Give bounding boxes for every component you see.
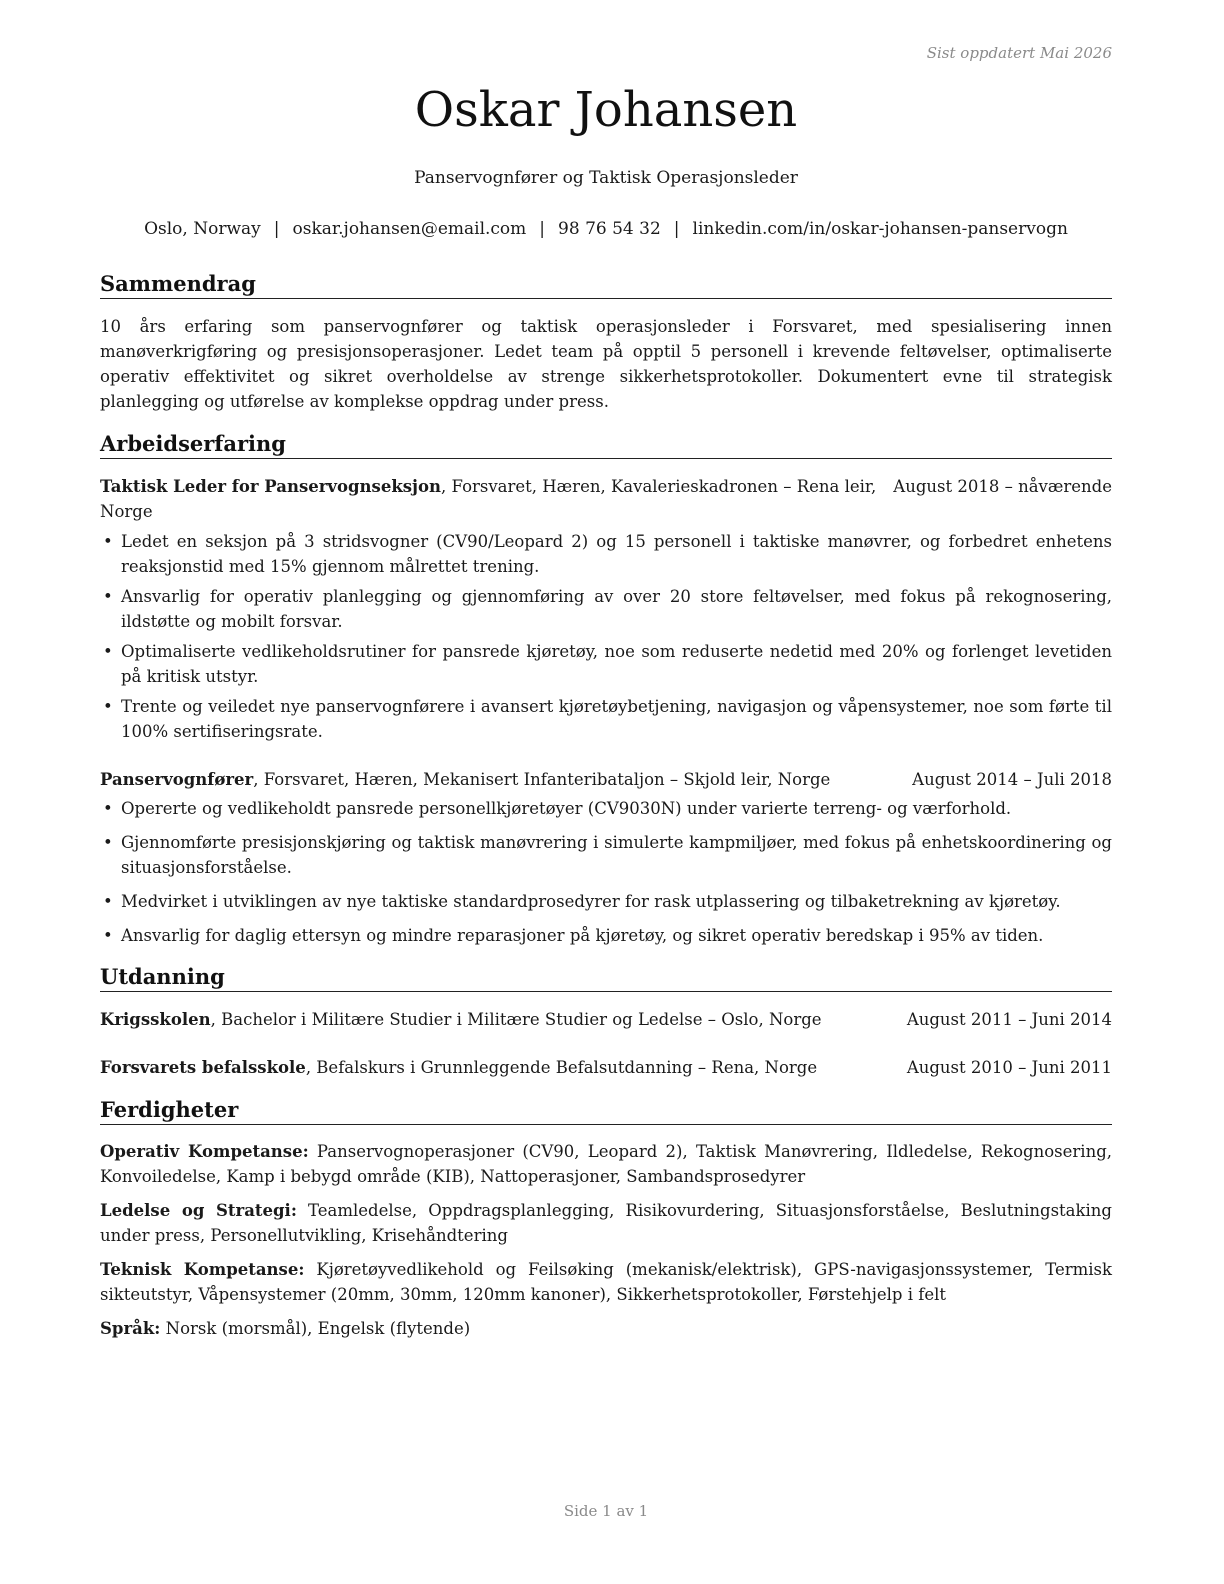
list-item: • Optimaliserte vedlikeholdsrutiner for pansrede kjøretøy, noe som reduserte nedetid med 20% og forlenget levetiden på kritisk utstyr. [100, 639, 1112, 689]
list-item: • Ansvarlig for daglig ettersyn og mindre reparasjoner på kjøretøy, og sikret operativ beredskap i 95% av tiden. [100, 923, 1112, 948]
bullet-icon: • [103, 587, 113, 606]
section-heading-summary: Sammendrag [100, 271, 1112, 299]
bullet-icon: • [103, 926, 113, 945]
resume-page [100, 0, 1112, 1584]
candidate-name: Oskar Johansen [414, 82, 798, 138]
list-item: • Ansvarlig for operativ planlegging og gjennomføring av over 20 store feltøvelser, med fokus på rekognosering, ildstøtte og mobilt forsvar. [100, 584, 1112, 634]
skill-label: Operativ Kompetanse: [100, 1142, 309, 1161]
education-dates: August 2011 – Juni 2014 [906, 1010, 1112, 1029]
contact-location: Oslo, Norway [144, 219, 261, 239]
job-bullets [100, 529, 1112, 749]
skill-label: Språk: [100, 1319, 161, 1338]
job-location: Norge [100, 502, 153, 521]
page-number: Side 1 av 1 [563, 1502, 649, 1520]
job-header [100, 474, 1112, 524]
skill-text: Panservognoperasjoner (CV90, Leopard 2), Taktisk Manøvrering, Ildledelse, Rekognosering, Konvoiledelse, Kamp i bebygd område (KIB), Nattoperasjoner, Sambandsprosedyrer [100, 1142, 1112, 1186]
bullet-icon: • [103, 642, 113, 661]
job-dates: August 2014 – Juli 2018 [912, 770, 1112, 789]
skill-row [100, 1316, 1112, 1341]
contact-separator: | [673, 219, 680, 239]
job-org: , Forsvaret, Hæren, Mekanisert Infanteribataljon – Skjold leir, Norge [253, 770, 831, 789]
bullet-icon: • [103, 799, 113, 818]
contact-line [100, 219, 1112, 239]
bullet-icon: • [103, 697, 113, 716]
section-heading-skills: Ferdigheter [100, 1097, 1112, 1125]
bullet-icon: • [103, 532, 113, 551]
skill-text: Teamledelse, Oppdragsplanlegging, Risikovurdering, Situasjonsforståelse, Beslutningstaking under press, Personellutvikling, Krisehåndtering [100, 1201, 1112, 1245]
skill-label: Teknisk Kompetanse: [100, 1260, 305, 1279]
education-dates: August 2010 – Juni 2011 [906, 1058, 1112, 1077]
job-bullets [100, 796, 1112, 957]
skill-text: Norsk (morsmål), Engelsk (flytende) [165, 1319, 471, 1338]
skill-row [100, 1257, 1112, 1307]
list-item: • Medvirket i utviklingen av nye taktiske standardprosedyrer for rask utplassering og tilbaketrekning av kjøretøy. [100, 889, 1112, 914]
skill-row [100, 1198, 1112, 1248]
skill-label: Ledelse og Strategi: [100, 1201, 297, 1220]
education-item [100, 1055, 1112, 1080]
list-item: • Opererte og vedlikeholdt pansrede personellkjøretøyer (CV9030N) under varierte terreng- og værforhold. [100, 796, 1112, 821]
list-item: • Trente og veiledet nye panservognførere i avansert kjøretøybetjening, navigasjon og våpensystemer, noe som førte til 100% sertifiseringsrate. [100, 694, 1112, 744]
education-detail: , Bachelor i Militære Studier i Militære Studier og Ledelse – Oslo, Norge [210, 1010, 822, 1029]
skill-text: Kjøretøyvedlikehold og Feilsøking (mekanisk/elektrisk), GPS-navigasjonssystemer, Termisk sikteutstyr, Våpensystemer (20mm, 30mm, 120mm kanoner), Sikkerhetsprotokoller, Førstehjelp i felt [100, 1260, 1112, 1304]
job-header [100, 767, 1112, 792]
job-title: Panservognfører [100, 770, 254, 789]
section-heading-education: Utdanning [100, 964, 1112, 992]
contact-linkedin[interactable]: linkedin.com/in/oskar-johansen-panservogn [692, 219, 1068, 239]
summary-text: 10 års erfaring som panservognfører og taktisk operasjonsleder i Forsvaret, med spesialisering innen manøverkrigføring og presisjonsoperasjoner. Ledet team på opptil 5 personell i krevende feltøvelser, optimaliserte operativ effektivitet og sikret overholdelse av strenge sikkerhetsprotokoller. Dokumentert evne til strategisk planlegging og utførelse av komplekse oppdrag under press. [100, 317, 1112, 411]
education-school: Forsvarets befalsskole [100, 1058, 306, 1077]
skill-row [100, 1139, 1112, 1189]
contact-separator: | [539, 219, 546, 239]
education-detail: , Befalskurs i Grunnleggende Befalsutdanning – Rena, Norge [305, 1058, 818, 1077]
list-item: • Gjennomførte presisjonskjøring og taktisk manøvrering i simulerte kampmiljøer, med fokus på enhetskoordinering og situasjonsforståelse. [100, 830, 1112, 880]
bullet-icon: • [103, 892, 113, 911]
job-title: Taktisk Leder for Panservognseksjon [100, 477, 442, 496]
contact-phone: 98 76 54 32 [558, 219, 661, 239]
last-updated: Sist oppdatert Mai 2026 [926, 44, 1112, 62]
list-item: • Ledet en seksjon på 3 stridsvogner (CV90/Leopard 2) og 15 personell i taktiske manøvrer, og forbedret enhetens reaksjonstid med 15% gjennom målrettet trening. [100, 529, 1112, 579]
section-heading-experience: Arbeidserfaring [100, 431, 1112, 459]
job-org: , Forsvaret, Hæren, Kavalerieskadronen – Rena leir, [441, 477, 877, 496]
job-dates: August 2018 – nåværende [893, 477, 1112, 496]
contact-separator: | [273, 219, 280, 239]
education-item [100, 1007, 1112, 1032]
education-school: Krigsskolen [100, 1010, 211, 1029]
contact-email[interactable]: oskar.johansen@email.com [292, 219, 527, 239]
candidate-title: Panservognfører og Taktisk Operasjonsleder [414, 168, 798, 188]
bullet-icon: • [103, 833, 113, 852]
